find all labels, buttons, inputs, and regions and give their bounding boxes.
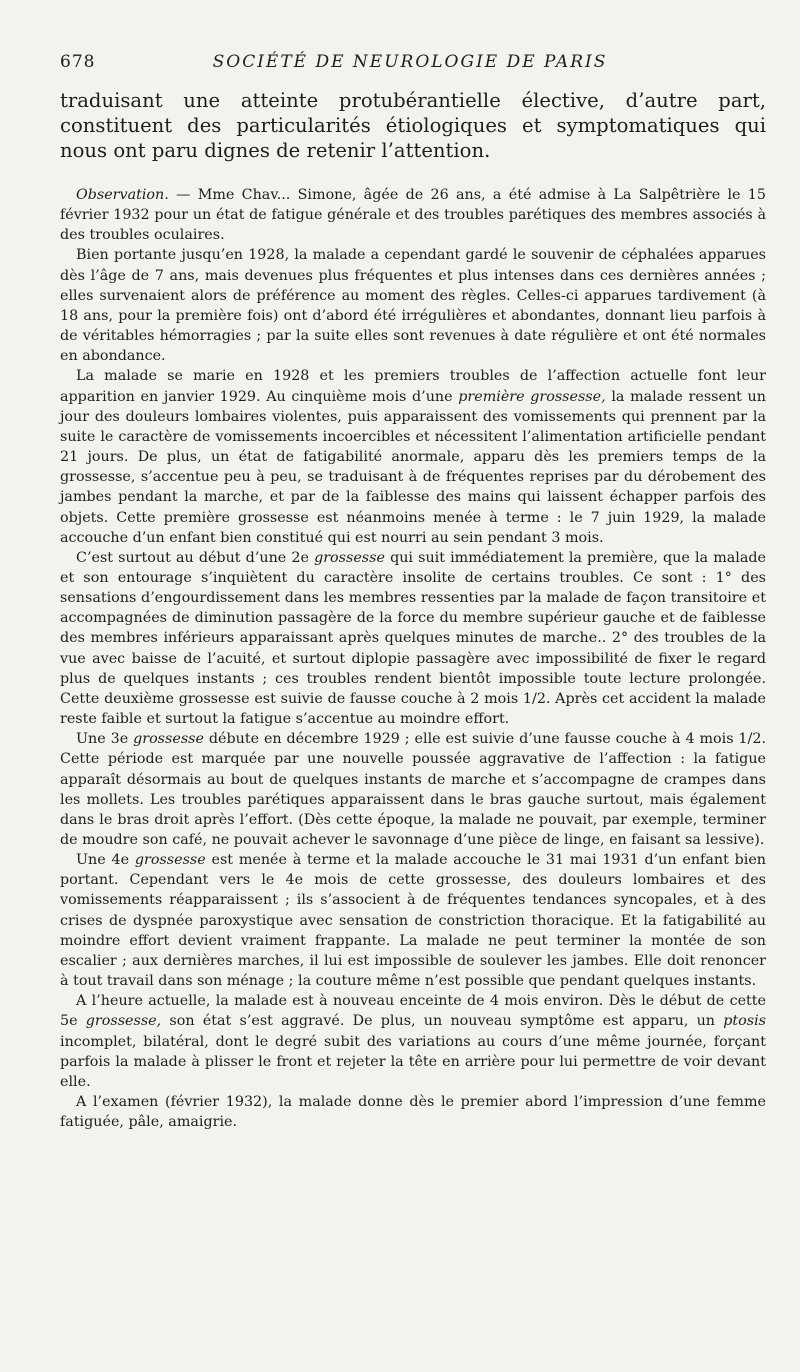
emphasis-text: grossesse — [133, 731, 204, 748]
page-header — [60, 52, 760, 76]
paragraph-text: Une 3e — [76, 731, 134, 748]
observation-label: Observation. — [76, 187, 169, 203]
emphasis-text: grossesse — [134, 852, 206, 869]
paragraph-text: est menée à terme et la malade accouche le 31 mai 1931 d’un enfant bien portant. Cependant vers le 4e mois de cette grossesse, des douleurs lombaires et des vomissements réapparaissent ; ils s’associent à de fréquentes tendances syncopales, et à des crises de dyspnée paroxystique avec sensation de constriction thoracique. Et la fatigabilité au moindre effort devient vraiment frappante. La malade ne peut terminer la montée de son escalier ; aux dernières marches, il lui est impossible de soulever les jambes. Elle doit renoncer à tout travail dans son ménage ; la couture même n’est possible que pendant quelques instants. — [60, 852, 766, 990]
paragraph-text: qui suit immédiatement la première, que la malade et son entourage s’inquiètent du caractère insolite de certains troubles. Ce sont : 1° des sensations d’engourdissement dans les membres ressenties par la malade de façon transitoire et accompagnées de diminution passagère de la force du membre supérieur gauche et de faiblesse des membres inférieurs apparaissant après quelques minutes de marche.. 2° des troubles de la vue avec baisse de l’acuité, et surtout diplopie passagère avec impossibilité de fixer le regard plus de quelques instants ; ces troubles rendent bientôt impossible toute lecture prolongée. Cette deuxième grossesse est suivie de fausse couche à 2 mois 1/2. Après cet accident la malade reste faible et surtout la fatigue s’accentue au moindre effort. — [60, 549, 767, 728]
paragraph-second-pregnancy — [60, 548, 766, 729]
paragraph-text: A l’heure actuelle, la malade est à nouveau enceinte de 4 mois environ. Dès le début de cette 5e — [60, 993, 766, 1030]
paragraph-history: Bien portante jusqu’en 1928, la malade a cependant gardé le souvenir de céphalées apparues dès l’âge de 7 ans, mais devenues plus fréquentes et plus intenses dans ces dernières années ; elles survenaient alors de préférence au moment des règles. Celles-ci apparues tardivement (à 18 ans, pour la première fois) ont d’abord été irrégulières et abondantes, donnant lieu parfois à de véritables hémorragies ; par la suite elles sont revenues à date régulière et ont été normales en abondance. — [60, 247, 766, 365]
emphasis-text: première grossesse, — [458, 388, 606, 405]
paragraph-text: la malade ressent un jour des douleurs lombaires violentes, puis apparaissent des vomissements qui prennent par la suite le caractère de vomissements incoercibles et nécessitent l’alimentation artificielle pendant 21 jours. De plus, un état de fatigabilité anormale, apparu dès les premiers temps de la grossesse, s’accentue peu à peu, se traduisant à de fréquentes reprises par du dérobement des jambes pendant la marche, et par de la faiblesse des mains qui laissent échapper parfois des objets. Cette première grossesse est néanmoins menée à terme : le 7 juin 1929, la malade accouche d’un enfant bien constitué qui est nourri au sein pendant 3 mois. — [60, 388, 766, 546]
running-title: SOCIÉTÉ DE NEUROLOGIE DE PARIS — [212, 52, 608, 72]
paragraph-fourth-pregnancy — [60, 850, 766, 991]
paragraph-text: débute en décembre 1929 ; elle est suivie d’une fausse couche à 4 mois 1/2. Cette période est marquée par une nouvelle poussée aggravative de l’affection : la fatigue apparaît désormais au bout de quelques instants de marche et s’accompagne de crampes dans les mollets. Les troubles parétiques apparaissent dans le bras gauche surtout, mais également dans le bras droit après l’effort. (Dès cette époque, la malade ne pouvait, par exemple, terminer de moudre son café, ne pouvait achever le savonnage d’une pièce de linge, en faisant sa lessive). — [60, 731, 766, 848]
observation-paragraph — [60, 185, 766, 245]
emphasis-text: grossesse, — [85, 1013, 162, 1030]
paragraph-text: Une 4e — [76, 852, 135, 869]
emphasis-text: ptosis — [723, 1013, 766, 1030]
paragraph-text: incomplet, bilatéral, dont le degré subit des variations au cours d’une même journée, forçant parfois la malade à plisser le front et rejeter la tête en arrière pour lui permettre de voir devant elle. — [60, 1033, 766, 1090]
paragraph-current-state — [60, 991, 766, 1092]
emphasis-text: grossesse — [314, 549, 385, 566]
page-number: 678 — [60, 52, 96, 72]
paragraph-examination: A l’examen (février 1932), la malade donne dès le premier abord l’impression d’une femme fatiguée, pâle, amaigrie. — [60, 1094, 766, 1131]
observation-body — [60, 185, 766, 1132]
observation-intro: — Mme Chav... Simone, âgée de 26 ans, a été admise à La Salpêtrière le 15 février 1932 pour un état de fatigue générale et des troubles parétiques des membres associés à des troubles oculaires. — [60, 187, 766, 244]
lead-paragraph: traduisant une atteinte protubérantielle élective, d’autre part, constituent des particularités étiologiques et symptomatiques qui nous ont paru dignes de retenir l’attention. — [60, 89, 766, 162]
paragraph-text: C’est surtout au début d’une 2e — [76, 549, 315, 566]
paragraph-third-pregnancy — [60, 729, 766, 850]
paragraph-first-pregnancy — [60, 366, 766, 547]
paragraph-text: La malade se marie en 1928 et les premiers troubles de l’affection actuelle font leur apparition en janvier 1929. Au cinquième mois d’une — [60, 368, 766, 405]
paragraph-text: son état s’est aggravé. De plus, un nouveau symptôme est apparu, un — [161, 1013, 724, 1030]
